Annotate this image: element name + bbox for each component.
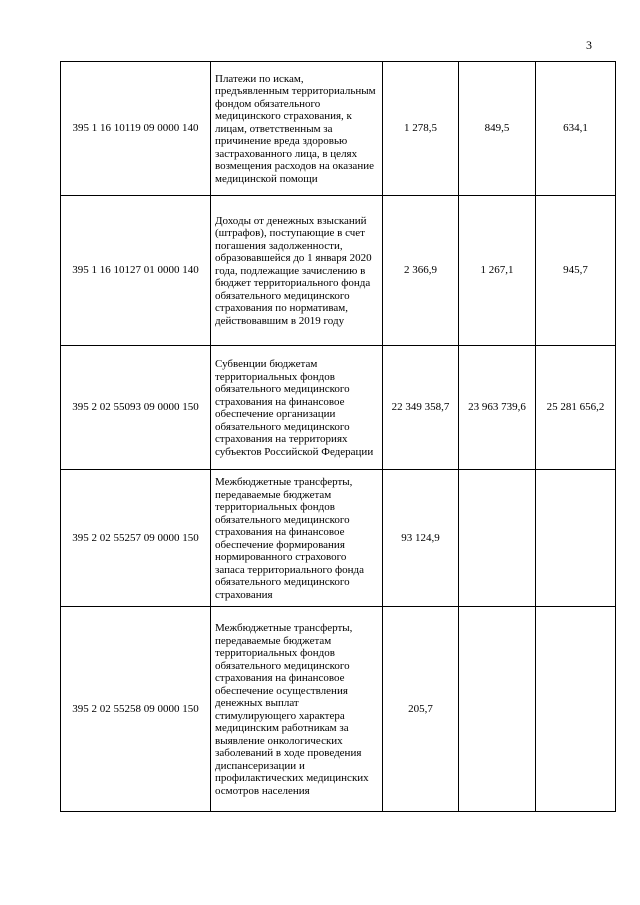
income-description: Доходы от денежных взысканий (штрафов), поступающие в счет погашения задолженности, образовавшейся до 1 января 2020 года, подлежащие зачислению в бюджет территориального фонда обязательного медицинского страхования по нормативам, действовавшим в 2019 году [211, 196, 383, 346]
classification-code: 395 1 16 10119 09 0000 140 [61, 62, 211, 196]
income-description: Межбюджетные трансферты, передаваемые бюджетам территориальных фондов обязательного медицинского страхования на финансовое обеспечение осуществления денежных выплат стимулирующего характера медицинским работникам за выявление онкологических заболеваний в ходе проведения диспансеризации и профилактических медицинских осмотров населения [211, 607, 383, 812]
table-row [61, 346, 616, 470]
amount-year-2: 849,5 [459, 62, 536, 196]
income-description: Субвенции бюджетам территориальных фондов обязательного медицинского страхования на финансовое обеспечение организации обязательного медицинского страхования на территориях субъектов Российской Федерации [211, 346, 383, 470]
amount-year-1: 22 349 358,7 [383, 346, 459, 470]
amount-year-3 [536, 607, 616, 812]
table-row [61, 607, 616, 812]
classification-code: 395 1 16 10127 01 0000 140 [61, 196, 211, 346]
amount-year-3: 945,7 [536, 196, 616, 346]
amount-year-2: 1 267,1 [459, 196, 536, 346]
amount-year-2 [459, 607, 536, 812]
classification-code: 395 2 02 55258 09 0000 150 [61, 607, 211, 812]
table-row [61, 470, 616, 607]
classification-code: 395 2 02 55257 09 0000 150 [61, 470, 211, 607]
amount-year-3: 25 281 656,2 [536, 346, 616, 470]
page-number: 3 [586, 38, 592, 52]
table-row [61, 62, 616, 196]
amount-year-3: 634,1 [536, 62, 616, 196]
budget-table [60, 61, 616, 812]
amount-year-1: 1 278,5 [383, 62, 459, 196]
amount-year-1: 2 366,9 [383, 196, 459, 346]
classification-code: 395 2 02 55093 09 0000 150 [61, 346, 211, 470]
amount-year-3 [536, 470, 616, 607]
income-description: Платежи по искам, предъявленным территориальным фондом обязательного медицинского страхования, к лицам, ответственным за причинение вреда здоровью застрахованного лица, в целях возмещения расходов на оказание медицинской помощи [211, 62, 383, 196]
amount-year-2: 23 963 739,6 [459, 346, 536, 470]
amount-year-1: 93 124,9 [383, 470, 459, 607]
amount-year-1: 205,7 [383, 607, 459, 812]
income-description: Межбюджетные трансферты, передаваемые бюджетам территориальных фондов обязательного медицинского страхования на финансовое обеспечение формирования нормированного страхового запаса территориального фонда обязательного медицинского страхования [211, 470, 383, 607]
amount-year-2 [459, 470, 536, 607]
table-row [61, 196, 616, 346]
